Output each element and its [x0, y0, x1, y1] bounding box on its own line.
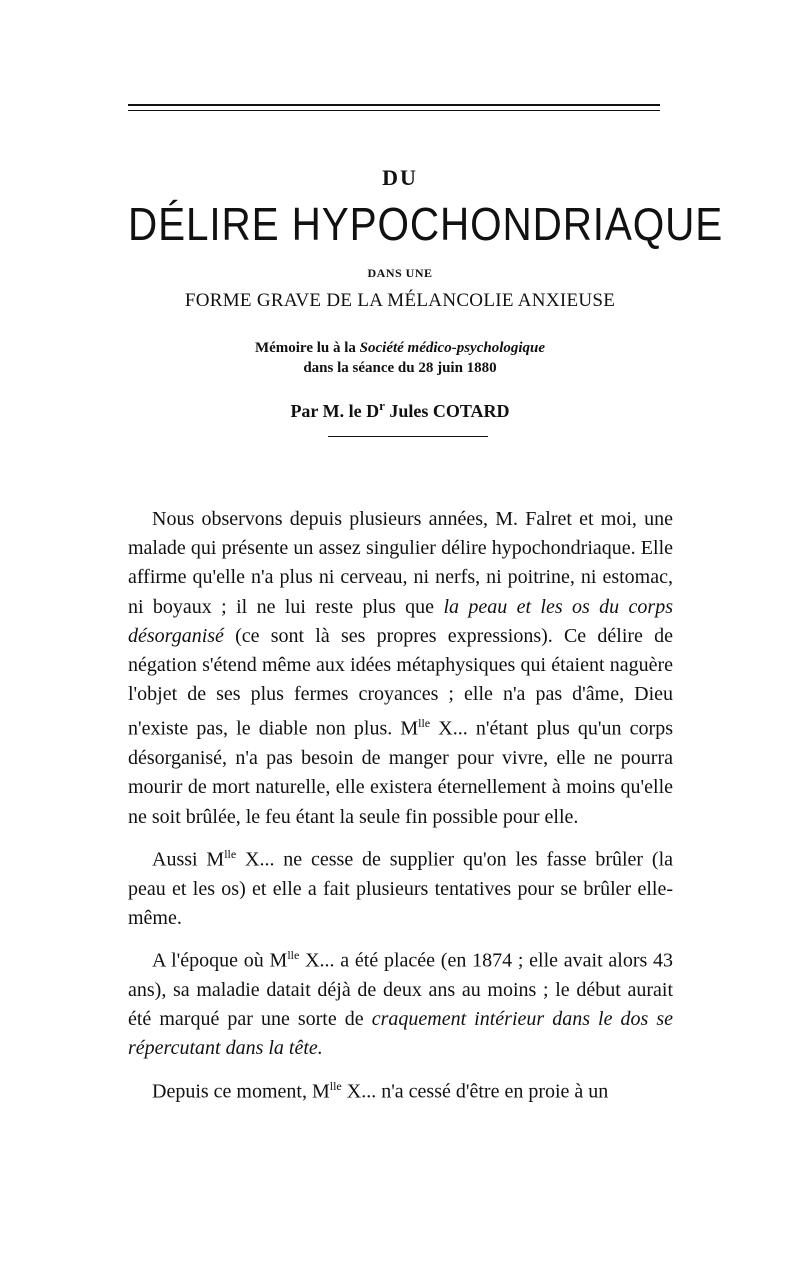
paragraph-3 [128, 941, 673, 1063]
paragraph-1-text-a: Nous observons depuis plusieurs années, M. Falret et moi, une malade qui présente un assez singulier délire hypochondriaque. Elle affirme qu'elle n'a plus ni cerveau, ni nerfs, ni poitrine, ni estomac, ni boyaux ; il ne lui reste plus que [128, 508, 673, 618]
paragraph-1-sup: lle [418, 716, 431, 731]
top-rule-thin [128, 110, 660, 111]
author-par: Par M. le D [290, 401, 380, 421]
author-title-sup: r [379, 398, 385, 413]
paragraph-4-sup: lle [329, 1078, 342, 1093]
paragraph-4-text-b: X... n'a cessé d'être en proie à un [346, 1080, 609, 1103]
page-title: DÉLIRE HYPOCHONDRIAQUE [128, 198, 724, 250]
memoire-line [0, 338, 800, 358]
author-line [0, 398, 800, 422]
paragraph-2 [128, 840, 673, 933]
paragraph-4-text-a: Depuis ce moment, M [152, 1080, 330, 1103]
memoire-society: Société médico-psychologique [359, 340, 546, 356]
title-prefix: DU [382, 165, 418, 190]
paragraph-1-text-c: (ce sont là ses propres expressions). Ce délire de négation s'étend même aux idées métaphysiques qui étaient naguère l'objet de ses plus fermes croyances ; elle n'a pas d'âme, Dieu n'existe pas, le diable non plus. M [128, 624, 674, 741]
section-rule [328, 436, 488, 437]
paragraph-3-text-b: X... a été placée (en 1874 ; elle avait alors 43 ans), sa maladie datait déjà de deux ans au moins ; le début aurait été marqué par une sorte de [128, 949, 674, 1031]
seance-line: dans la séance du 28 juin 1880 [303, 360, 497, 376]
paragraph-1-italic: la peau et les os du corps désorganisé [128, 595, 673, 647]
top-rule [128, 104, 660, 106]
paragraph-3-text-a: A l'époque où M [152, 949, 288, 972]
paragraph-1 [128, 505, 673, 832]
paragraph-3-italic: craquement intérieur dans le dos se répercutant dans la tête. [128, 1008, 673, 1060]
paragraph-3-sup: lle [287, 948, 300, 963]
paragraph-2-sup: lle [224, 846, 237, 861]
subtitle-connector: DANS UNE [367, 266, 433, 280]
memoire-note [0, 338, 800, 378]
paragraph-2-text-b: X... ne cesse de supplier qu'on les fasse brûler (la peau et les os) et elle a fait plusieurs tentatives pour se brûler elle-même. [128, 848, 673, 929]
paragraph-1-text-d: X... n'étant plus qu'un corps désorganisé, n'a pas besoin de manger pour vivre, elle ne pourra mourir de mort naturelle, elle existera éternellement à moins qu'elle ne soit brûlée, le feu étant la seule fin possible pour elle. [128, 718, 673, 828]
subtitle: FORME GRAVE DE LA MÉLANCOLIE ANXIEUSE [184, 290, 616, 311]
paragraph-4 [128, 1072, 673, 1107]
body-text [128, 505, 673, 1114]
paragraph-2-text-a: Aussi M [152, 848, 225, 871]
author-name: Jules COTARD [389, 401, 510, 421]
memoire-prefix: Mémoire lu à la [254, 340, 356, 356]
